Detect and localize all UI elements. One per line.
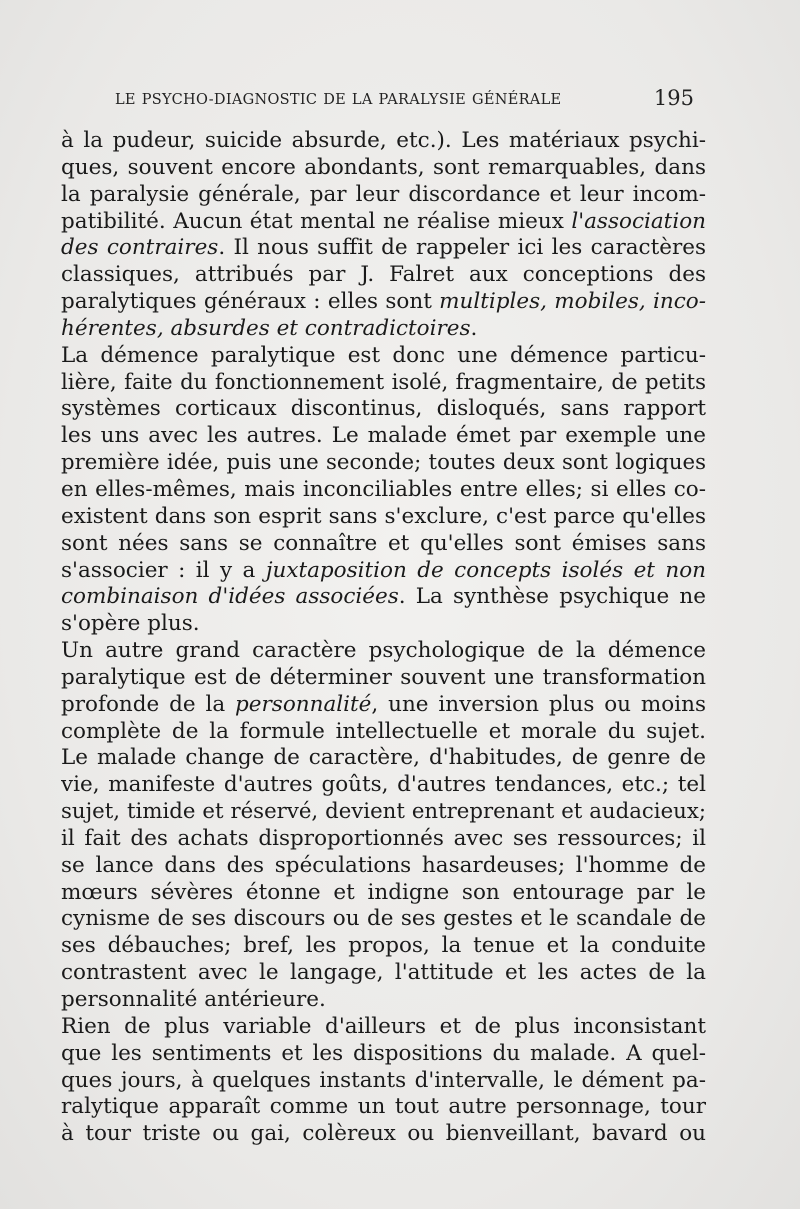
text-line (61, 665, 706, 692)
text-segment: ses débauches; bref, les propos, la tenue et la conduite (61, 933, 706, 959)
text-segment: Un autre grand caractère psychologique de la démence (61, 638, 706, 664)
text-line (61, 853, 706, 880)
text-segment: première idée, puis une seconde; toutes deux sont logiques (61, 450, 706, 476)
text-segment: se lance dans des spéculations hasardeuses; l'homme de (61, 852, 706, 878)
text-line (61, 745, 706, 772)
text-segment: il fait des achats disproportionnés avec ses ressources; il (61, 825, 706, 851)
text-line (61, 262, 706, 289)
text-segment: vie, manifeste d'autres goûts, d'autres tendances, etc.; tel (61, 772, 706, 798)
text-segment: existent dans son esprit sans s'exclure, c'est parce qu'elles (61, 503, 706, 529)
text-segment: paralytique est de déterminer souvent une transformation (61, 664, 706, 690)
text-segment: profonde de la (61, 691, 236, 717)
text-segment: . La synthèse psychique ne (398, 584, 706, 610)
text-segment: en elles-mêmes, mais inconciliables entre elles; si elles co- (61, 476, 706, 502)
text-line (61, 558, 706, 585)
italic-text: des contraires (61, 235, 219, 261)
text-line (61, 155, 706, 182)
text-segment: La démence paralytique est donc une démence particu- (61, 342, 706, 368)
text-segment: ques, souvent encore abondants, sont remarquables, dans (61, 154, 706, 180)
text-line (61, 1068, 706, 1095)
text-line (61, 880, 706, 907)
text-segment: systèmes corticaux discontinus, disloqués, sans rapport (61, 396, 706, 422)
italic-text: personnalité (235, 691, 372, 717)
text-segment: les uns avec les autres. Le malade émet par exemple une (61, 423, 706, 449)
text-segment: complète de la formule intellectuelle et morale du sujet. (61, 718, 706, 744)
text-line (61, 423, 706, 450)
text-segment: s'opère plus. (61, 611, 200, 637)
text-line (61, 1014, 706, 1041)
text-line (61, 933, 706, 960)
text-line (61, 289, 706, 316)
text-segment: lière, faite du fonctionnement isolé, fragmentaire, de petits (61, 369, 706, 395)
italic-text: combinaison d'idées associées (61, 584, 399, 610)
text-line (61, 987, 706, 1014)
text-line (61, 719, 706, 746)
text-line (61, 584, 706, 611)
text-line (61, 1041, 706, 1068)
text-segment: mœurs sévères étonne et indigne son entourage par le (61, 879, 706, 905)
text-line (61, 370, 706, 397)
text-line (61, 611, 706, 638)
text-segment: à la pudeur, suicide absurde, etc.). Les matériaux psychi- (61, 128, 706, 153)
text-segment: Rien de plus variable d'ailleurs et de plus inconsistant (61, 1013, 706, 1039)
text-line (61, 316, 706, 343)
text-line (61, 1094, 706, 1121)
page-number: 195 (653, 86, 694, 110)
text-segment: à tour triste ou gai, colèreux ou bienveillant, bavard ou (61, 1121, 706, 1147)
text-line (61, 531, 706, 558)
text-line (61, 209, 706, 236)
running-head: LE PSYCHO-DIAGNOSTIC DE LA PARALYSIE GÉNÉRALE (115, 92, 562, 108)
text-line (61, 799, 706, 826)
text-line (61, 826, 706, 853)
text-segment: ques jours, à quelques instants d'intervalle, le dément pa- (61, 1067, 706, 1093)
text-segment: la paralysie générale, par leur discordance et leur incom- (61, 181, 706, 207)
text-segment: . Il nous suffit de rappeler ici les caractères (218, 235, 706, 261)
text-line (61, 638, 706, 665)
text-segment: patibilité. Aucun état mental ne réalise mieux (61, 208, 572, 234)
text-line (61, 182, 706, 209)
text-line (61, 343, 706, 370)
text-segment: s'associer : il y a (61, 557, 266, 583)
text-line (61, 772, 706, 799)
italic-text: l'association (571, 208, 706, 234)
text-line (61, 960, 706, 987)
italic-text: hérentes, absurdes et contradictoires (61, 315, 471, 341)
text-line (61, 906, 706, 933)
text-segment: ralytique apparaît comme un tout autre personnage, tour (61, 1094, 706, 1120)
text-line (61, 396, 706, 423)
body-text (61, 128, 706, 1148)
text-segment: . (470, 315, 478, 341)
text-segment: cynisme de ses discours ou de ses gestes et le scandale de (61, 906, 706, 932)
text-segment: paralytiques généraux : elles sont (61, 289, 440, 315)
text-line (61, 504, 706, 531)
text-segment: , une inversion plus ou moins (371, 691, 706, 717)
text-segment: Le malade change de caractère, d'habitudes, de genre de (61, 745, 706, 771)
text-segment: classiques, attribués par J. Falret aux conceptions des (61, 262, 706, 288)
text-line (61, 235, 706, 262)
italic-text: juxtaposition de concepts isolés et non (265, 557, 706, 583)
page-header (115, 86, 700, 116)
text-line (61, 128, 706, 155)
text-segment: que les sentiments et les dispositions du malade. A quel- (61, 1040, 706, 1066)
text-segment: contrastent avec le langage, l'attitude et les actes de la (61, 960, 706, 986)
text-line (61, 1121, 706, 1148)
text-segment: sujet, timide et réservé, devient entreprenant et audacieux; (61, 799, 706, 825)
text-line (61, 477, 706, 504)
text-line (61, 692, 706, 719)
italic-text: multiples, mobiles, inco- (439, 289, 706, 315)
text-line (61, 450, 706, 477)
text-segment: sont nées sans se connaître et qu'elles sont émises sans (61, 530, 706, 556)
text-segment: personnalité antérieure. (61, 987, 326, 1012)
